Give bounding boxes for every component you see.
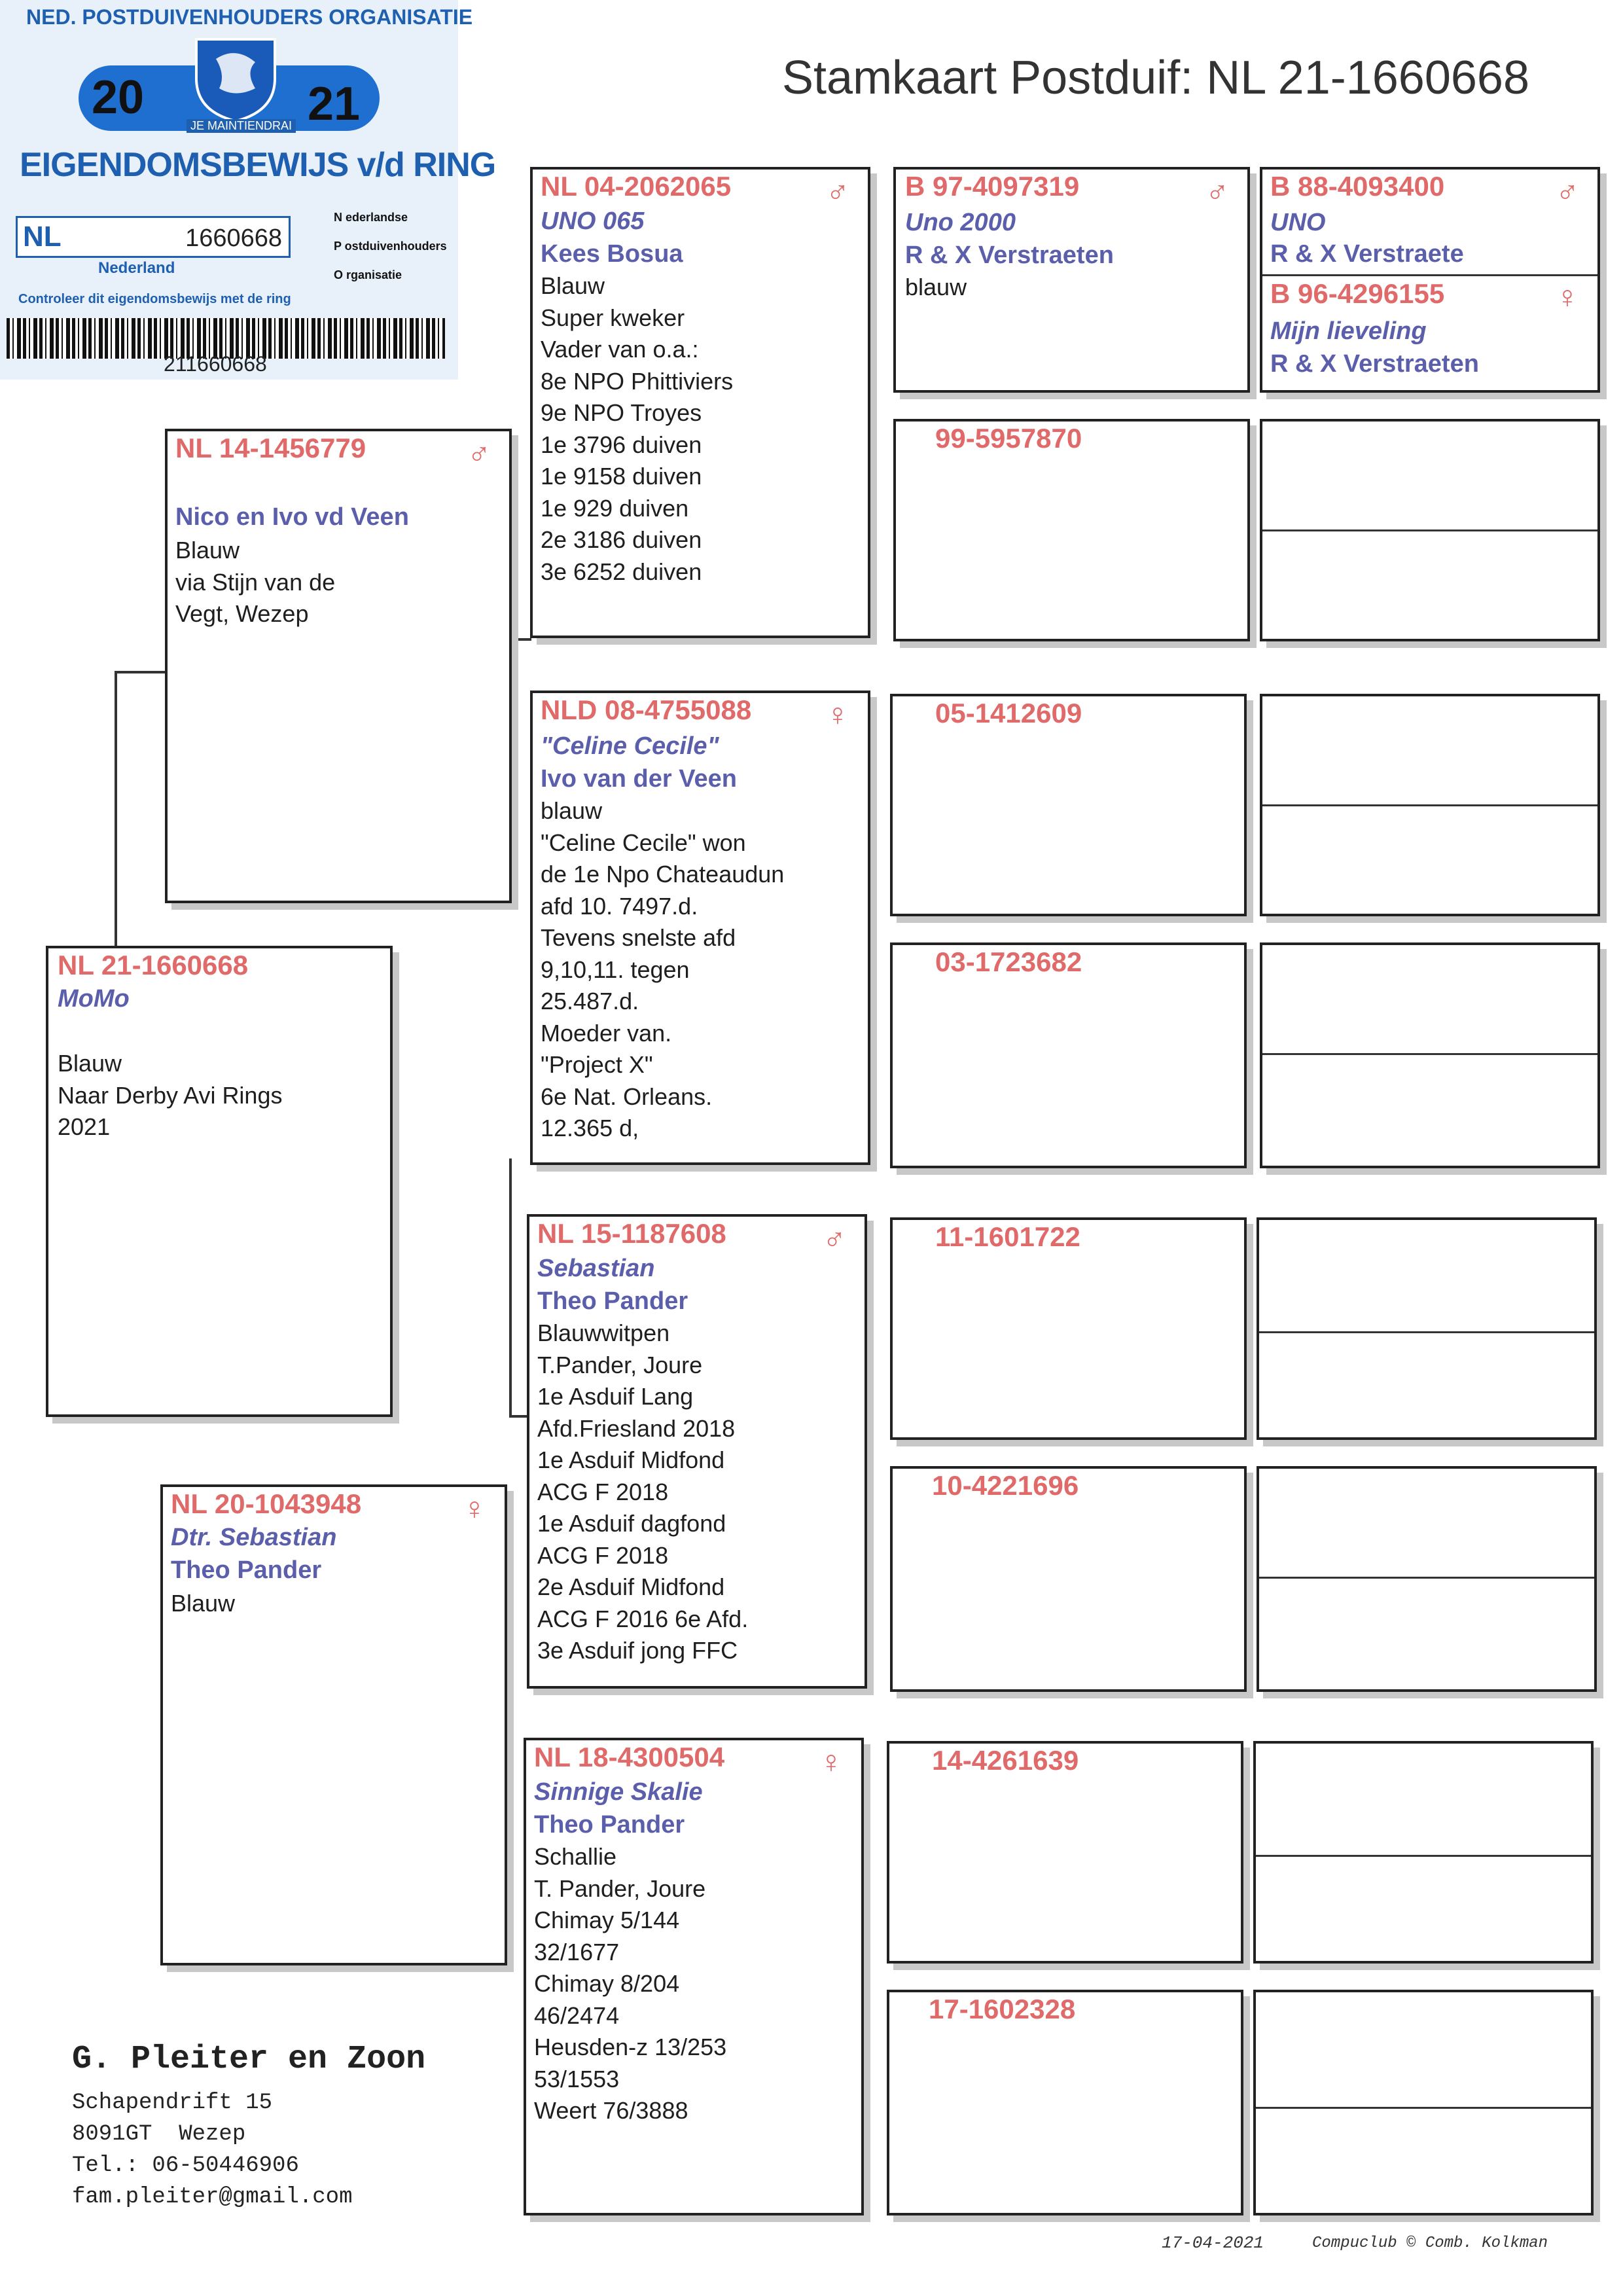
gp3-owner: Theo Pander [537, 1287, 688, 1315]
mother-ring: NL 20-1043948 [171, 1488, 362, 1519]
ggp1-name: Uno 2000 [905, 209, 1016, 236]
card-barcode-number: 211660668 [164, 352, 267, 376]
detail-line: 3e 6252 duiven [541, 558, 702, 585]
father-ring: NL 14-1456779 [175, 433, 366, 463]
divider [1262, 274, 1597, 276]
detail-line: T.Pander, Joure [537, 1351, 703, 1378]
detail-line: "Project X" [541, 1051, 653, 1078]
ggp1-color: blauw [905, 274, 967, 300]
great-great-grandparents-4-box [1260, 942, 1600, 1168]
card-org-line: P ostduivenhouders [334, 240, 447, 253]
female-icon: ♀ [1556, 280, 1579, 315]
detail-line: T. Pander, Joure [534, 1874, 706, 1902]
gp3-name: Sebastian [537, 1255, 655, 1282]
detail-line: blauw [541, 797, 603, 824]
connector [115, 671, 168, 673]
connector [509, 1158, 512, 1417]
detail-line: 2021 [58, 1113, 111, 1140]
year-right: 21 [308, 78, 361, 130]
detail-line: Blauw [175, 537, 240, 564]
detail-line: Weert 76/3888 [534, 2097, 688, 2124]
detail-line: Afd.Friesland 2018 [537, 1414, 736, 1442]
gp4-ring: NL 18-4300504 [534, 1742, 725, 1772]
female-icon: ♀ [826, 698, 849, 732]
detail-line: 2e 3186 duiven [541, 526, 702, 553]
detail-line: 1e Asduif Lang [537, 1383, 694, 1410]
male-icon: ♂ [823, 1221, 846, 1256]
detail-line: "Celine Cecile" won [541, 829, 746, 856]
gggp1-ring: B 88-4093400 [1270, 171, 1445, 202]
great-grandparent-4-box [890, 942, 1247, 1168]
great-grandparent-8-box [887, 1990, 1243, 2215]
ggp2-ring: 99-5957870 [935, 423, 1082, 454]
detail-line: 25.487.d. [541, 988, 639, 1014]
gp4-name: Sinnige Skalie [534, 1778, 703, 1806]
detail-line: 9e NPO Troyes [541, 399, 702, 426]
detail-line: 46/2474 [534, 2001, 620, 2029]
male-icon: ♂ [467, 436, 491, 471]
great-great-grandparents-8-box [1253, 1990, 1594, 2215]
gp2-details [541, 795, 784, 1145]
female-icon: ♀ [819, 1745, 843, 1780]
detail-line: Tevens snelste afd [541, 924, 736, 951]
detail-line: 3e Asduif jong FFC [537, 1637, 738, 1664]
divider [1262, 1053, 1597, 1055]
father-details [175, 535, 335, 630]
detail-line: 1e 929 duiven [541, 494, 689, 522]
ring-field [16, 216, 291, 258]
gp1-name: UNO 065 [541, 207, 645, 235]
father-box [165, 429, 512, 903]
great-grandparent-3-box [890, 694, 1247, 916]
mother-details [171, 1588, 235, 1620]
detail-line: Chimay 8/204 [534, 1970, 680, 1997]
gp3-ring: NL 15-1187608 [537, 1218, 726, 1249]
detail-line: 1e Asduif Midfond [537, 1446, 725, 1473]
breeder-street: Schapendrift 15 [72, 2090, 273, 2115]
detail-line: 1e Asduif dagfond [537, 1510, 726, 1537]
main-bird-ring: NL 21-1660668 [58, 950, 249, 980]
detail-line: via Stijn van de [175, 568, 336, 596]
ggp5-ring: 11-1601722 [935, 1221, 1080, 1252]
detail-line: 8e NPO Phittiviers [541, 367, 734, 395]
detail-line: afd 10. 7497.d. [541, 892, 698, 920]
card-country-code: NL [23, 221, 62, 253]
detail-line: 1e 3796 duiven [541, 431, 702, 458]
breeder-phone: Tel.: 06-50446906 [72, 2153, 299, 2178]
male-icon: ♂ [826, 174, 849, 209]
detail-line: Super kweker [541, 304, 685, 331]
coat-of-arms-icon [183, 26, 288, 124]
detail-line: ACG F 2018 [537, 1478, 669, 1505]
male-icon: ♂ [1556, 174, 1579, 209]
gp3-details [537, 1318, 748, 1667]
grandparent-2-box [530, 691, 870, 1165]
gp1-owner: Kees Bosua [541, 240, 683, 268]
divider [1256, 1855, 1591, 1857]
great-grandparent-2-box [893, 419, 1250, 641]
mother-owner: Theo Pander [171, 1556, 322, 1584]
mother-name: Dtr. Sebastian [171, 1524, 337, 1551]
great-grandparent-6-box [890, 1466, 1247, 1692]
breeder-info [72, 2041, 425, 2213]
detail-line: 1e 9158 duiven [541, 463, 702, 490]
gp2-name: "Celine Cecile" [541, 732, 719, 760]
gp4-owner: Theo Pander [534, 1811, 685, 1839]
detail-line: Heusden-z 13/253 [534, 2034, 727, 2060]
gp1-ring: NL 04-2062065 [541, 171, 732, 202]
gp2-owner: Ivo van der Veen [541, 765, 737, 793]
great-grandparent-1-box [893, 167, 1250, 393]
detail-line: 6e Nat. Orleans. [541, 1083, 713, 1110]
gggp2-ring: B 96-4296155 [1270, 278, 1445, 309]
main-bird-box [46, 946, 393, 1417]
connector [509, 638, 531, 641]
detail-line: ACG F 2018 [537, 1541, 669, 1569]
main-bird-details [58, 1048, 282, 1143]
detail-line: Moeder van. [541, 1019, 672, 1047]
detail-line: 53/1553 [534, 2065, 620, 2092]
ggp8-ring: 17-1602328 [929, 1994, 1076, 2024]
card-org-lines [334, 203, 458, 289]
divider [1259, 1331, 1594, 1333]
detail-line: Blauw [171, 1590, 236, 1617]
grandparent-1-box [530, 167, 870, 638]
male-icon: ♂ [1205, 174, 1229, 209]
mother-box [160, 1484, 507, 1965]
gp2-ring: NLD 08-4755088 [541, 694, 752, 725]
breeder-city: 8091GT Wezep [72, 2122, 246, 2147]
detail-line: 9,10,11. tegen [541, 956, 690, 983]
gp4-details [534, 1841, 726, 2127]
card-country: Nederland [98, 259, 175, 277]
ggp1-owner: R & X Verstraeten [905, 242, 1114, 269]
breeder-name: G. Pleiter en Zoon [72, 2041, 426, 2078]
card-org-line: O rganisatie [334, 268, 402, 281]
gggp2-owner: R & X Verstraeten [1270, 350, 1479, 378]
year-left: 20 [92, 71, 145, 124]
card-note: Controleer dit eigendomsbewijs met de ring [18, 292, 291, 306]
great-grandparent-5-box [890, 1217, 1247, 1440]
ggp3-ring: 05-1412609 [935, 698, 1082, 728]
detail-line: de 1e Npo Chateaudun [541, 861, 785, 888]
detail-line: Schallie [534, 1843, 617, 1870]
detail-line: ACG F 2016 6e Afd. [537, 1605, 749, 1632]
detail-line: 12.365 d, [541, 1115, 639, 1141]
ownership-card [0, 0, 496, 380]
great-grandparent-7-box [887, 1741, 1243, 1964]
detail-line: Blauw [58, 1050, 122, 1077]
footer-date: 17-04-2021 [1162, 2233, 1264, 2253]
ggp4-ring: 03-1723682 [935, 946, 1082, 977]
gggp1-owner: R & X Verstraete [1270, 240, 1464, 268]
ggp1-ring: B 97-4097319 [905, 171, 1080, 202]
great-great-grandparents-6-box [1257, 1466, 1597, 1692]
ggp6-ring: 10-4221696 [932, 1470, 1079, 1501]
female-icon: ♀ [463, 1492, 486, 1526]
detail-line: Blauw [541, 272, 605, 299]
gp1-details [541, 270, 733, 588]
great-great-grandparents-7-box [1253, 1741, 1594, 1964]
breeder-email: fam.pleiter@gmail.com [72, 2185, 353, 2210]
detail-line: Chimay 5/144 [534, 1907, 680, 1933]
page-title: Stamkaart Postduif: NL 21-1660668 [782, 52, 1530, 104]
card-motto: JE MAINTIENDRAI [187, 119, 296, 133]
card-ring-number: 1660668 [185, 224, 282, 252]
detail-line: 32/1677 [534, 1938, 620, 1965]
detail-line: Vegt, Wezep [175, 600, 309, 627]
divider [1262, 529, 1597, 531]
gggp2-name: Mijn lieveling [1270, 317, 1427, 345]
detail-line: 2e Asduif Midfond [537, 1573, 725, 1600]
detail-line: Vader van o.a.: [541, 336, 699, 363]
card-org: NED. POSTDUIVENHOUDERS ORGANISATIE [26, 5, 473, 29]
detail-line: Blauwwitpen [537, 1319, 670, 1346]
father-owner: Nico en Ivo vd Veen [175, 503, 409, 531]
divider [1256, 2107, 1591, 2109]
card-heading: EIGENDOMSBEWIJS v/d RING [20, 146, 496, 184]
great-great-grandparents-5-box [1257, 1217, 1597, 1440]
divider [1259, 1577, 1594, 1579]
detail-line: Naar Derby Avi Rings [58, 1081, 283, 1109]
grandparent-4-box [524, 1738, 864, 2215]
gggp1-name: UNO [1270, 209, 1326, 236]
great-great-grandparents-1-box [1260, 167, 1600, 393]
great-great-grandparents-2-box [1260, 419, 1600, 641]
divider [1262, 804, 1597, 806]
grandparent-3-box [527, 1214, 867, 1689]
ggp7-ring: 14-4261639 [932, 1745, 1079, 1776]
footer-software: Compuclub © Comb. Kolkman [1312, 2234, 1548, 2252]
great-great-grandparents-3-box [1260, 694, 1600, 916]
card-org-line: N ederlandse [334, 211, 408, 224]
main-bird-name: MoMo [58, 985, 130, 1013]
